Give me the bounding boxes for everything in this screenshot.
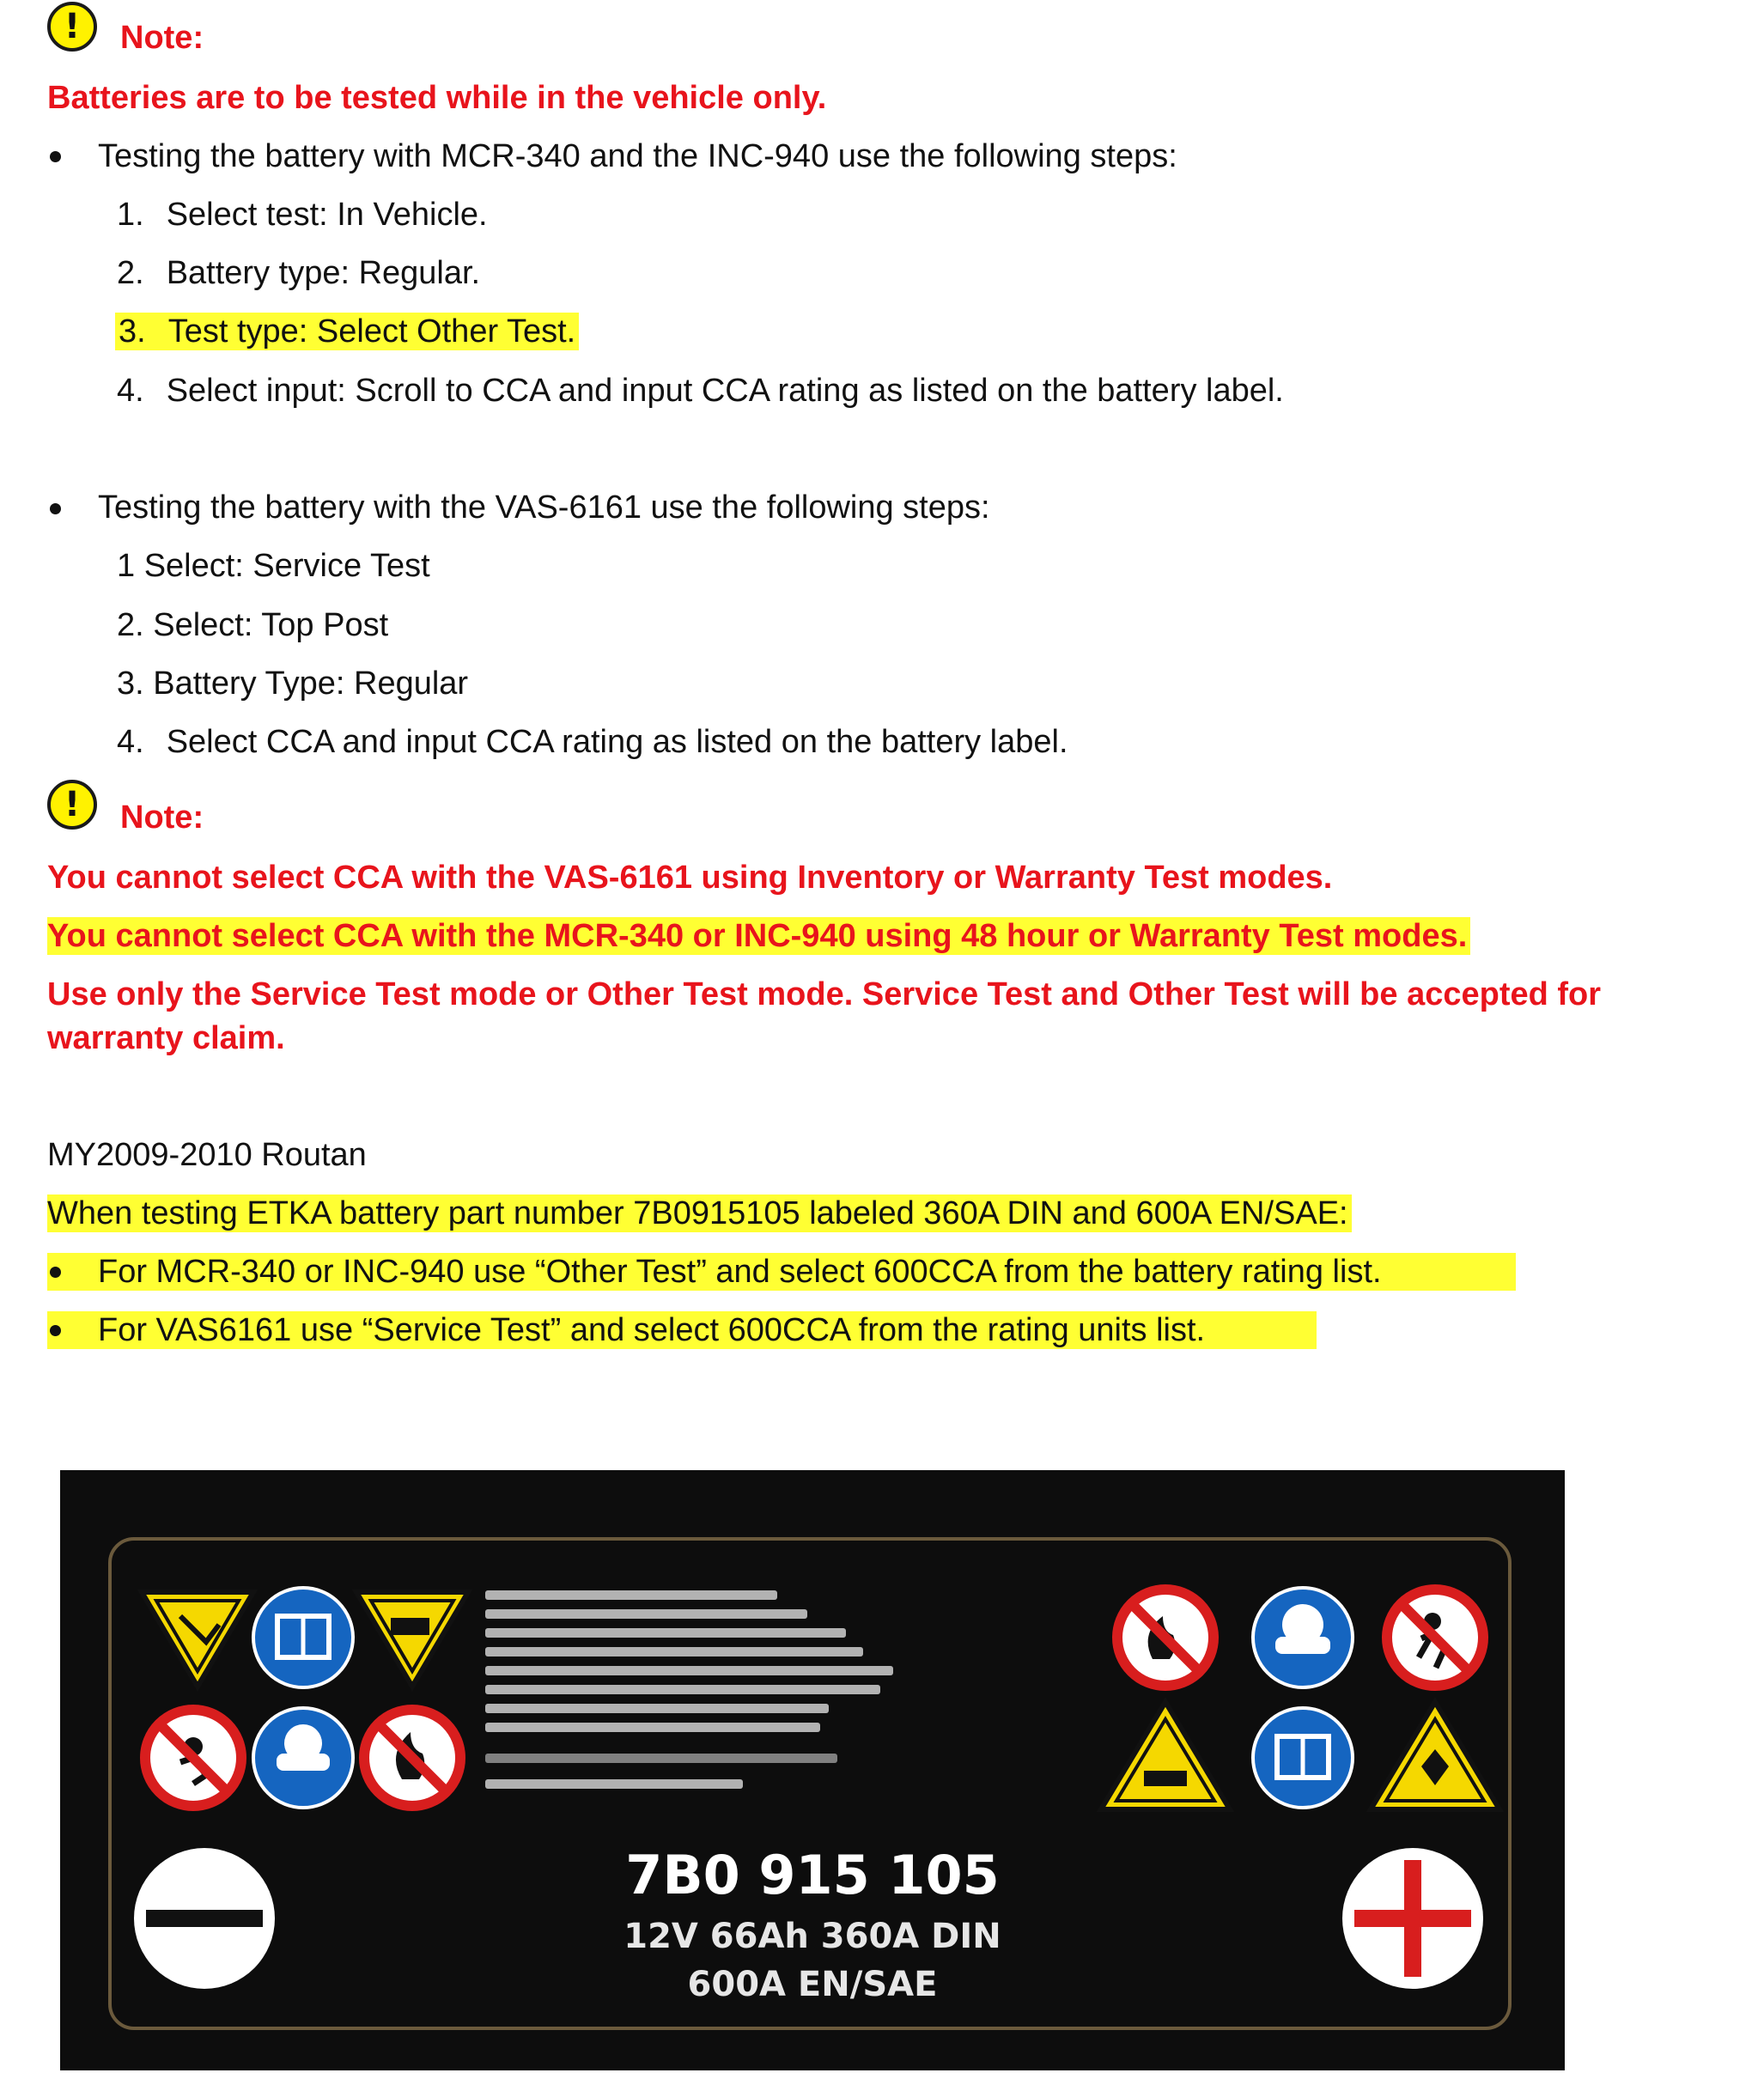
minus-terminal-icon	[134, 1848, 275, 1989]
note-line: warranty claim.	[47, 1020, 285, 1056]
step-text: Select input: Scroll to CCA and input CCA rating as listed on the battery label.	[166, 373, 1284, 409]
step-number: 4.	[117, 724, 144, 760]
keep-children-away-icon	[1387, 1590, 1483, 1686]
mcr-step	[117, 254, 480, 292]
step-text: Battery type: Regular.	[166, 255, 481, 291]
note-line: Use only the Service Test mode or Other Test mode. Service Test and Other Test will be accepted for	[47, 976, 1602, 1012]
routan-intro: When testing ETKA battery part number 7B0915105 labeled 360A DIN and 600A EN/SAE:	[47, 1195, 1352, 1232]
no-open-flame-icon	[1117, 1590, 1214, 1686]
no-flame-icon	[364, 1710, 460, 1806]
step-text: Test type: Select Other Test.	[167, 313, 576, 350]
vas-step: 3. Battery Type: Regular	[117, 666, 469, 702]
note-title: Note:	[120, 799, 204, 836]
step-number: 4.	[117, 373, 144, 409]
routan-heading: MY2009-2010 Routan	[47, 1137, 367, 1173]
mcr-step	[117, 372, 1284, 410]
step-number: 1.	[117, 197, 144, 233]
bullet-icon	[50, 1325, 61, 1336]
mcr-intro: Testing the battery with MCR-340 and the INC-940 use the following steps:	[98, 138, 1177, 174]
no-children-icon	[145, 1710, 241, 1806]
battery-part-number: 7B0 915 105	[625, 1844, 1000, 1906]
routan-bullet: For MCR-340 or INC-940 use “Other Test” and select 600CCA from the battery rating list.	[98, 1254, 1382, 1290]
battery-rating: 12V 66Ah 360A DIN	[623, 1917, 1001, 1956]
vas-step	[117, 723, 1068, 761]
exclamation-warning-icon: !	[47, 780, 97, 830]
mcr-step	[117, 196, 488, 234]
step-text: Select CCA and input CCA rating as listed on the battery label.	[166, 724, 1068, 760]
read-manual-icon	[253, 1588, 353, 1687]
note-text: Batteries are to be tested while in the vehicle only.	[47, 80, 827, 116]
routan-bullet: For VAS6161 use “Service Test” and select 600CCA from the rating units list.	[98, 1312, 1206, 1348]
step-number: 3.	[119, 313, 146, 350]
vas-intro: Testing the battery with the VAS-6161 use the following steps:	[98, 489, 990, 526]
bullet-icon	[50, 1267, 61, 1278]
plus-terminal-icon	[1342, 1848, 1483, 1989]
exclamation-warning-icon: !	[47, 2, 97, 52]
wear-goggles-icon	[1253, 1588, 1353, 1687]
bullet-icon	[50, 151, 61, 162]
bullet-icon	[50, 503, 61, 514]
note-line: You cannot select CCA with the VAS-6161 using Inventory or Warranty Test modes.	[47, 860, 1333, 896]
read-manual-icon	[1253, 1708, 1353, 1808]
vas-step: 1 Select: Service Test	[117, 548, 430, 584]
mcr-step-highlighted	[115, 313, 579, 350]
battery-label-image	[60, 1470, 1565, 2070]
battery-rating: 600A EN/SAE	[687, 1965, 938, 2004]
eye-protection-icon	[253, 1708, 353, 1808]
step-text: Select test: In Vehicle.	[166, 197, 488, 233]
note-line-highlighted: You cannot select CCA with the MCR-340 or INC-940 using 48 hour or Warranty Test modes.	[47, 917, 1470, 955]
step-number: 2.	[117, 255, 144, 291]
note-title: Note:	[120, 20, 204, 56]
vas-step: 2. Select: Top Post	[117, 607, 389, 643]
